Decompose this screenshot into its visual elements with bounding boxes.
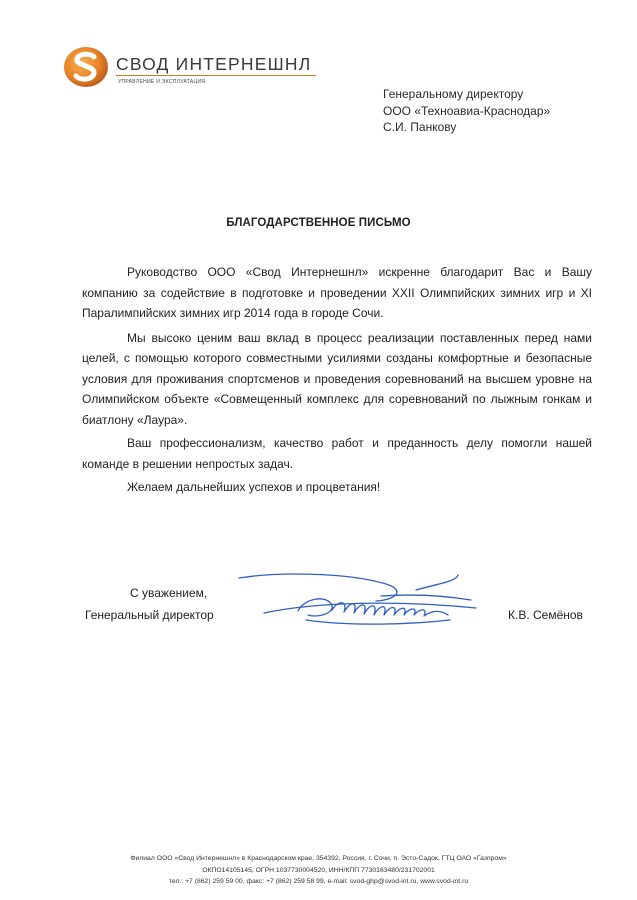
letter-footer (0, 853, 637, 888)
addressee-company: ООО «Техноавиа-Краснодар» (383, 103, 551, 118)
letter-body (82, 262, 592, 501)
logo-divider (116, 75, 316, 76)
body-paragraph: Ваш профессионализм, качество работ и преданность делу помогли нашей команде в решении непростых задач. (82, 436, 592, 471)
closing-line: С уважением, (130, 586, 208, 600)
company-tagline: УПРАВЛЕНИЕ И ЭКСПЛУАТАЦИЯ (118, 79, 206, 85)
addressee-block (383, 86, 550, 136)
letter-title: БЛАГОДАРСТВЕННОЕ ПИСЬМО (226, 217, 411, 229)
company-name: СВОД ИНТЕРНЕШНЛ (116, 54, 312, 74)
addressee-position: Генеральному директору (383, 87, 524, 101)
company-logo-icon (63, 46, 109, 88)
addressee-name: С.И. Панкову (383, 120, 457, 134)
footer-registration: ОКПО14105145, ОГРН 1037730004520, ИНН/КПП 7730163480/231702001 (202, 866, 435, 874)
signer-position: Генеральный директор (85, 608, 214, 622)
company-logo (63, 46, 323, 91)
body-paragraph: Желаем дальнейших успехов и процветания! (127, 480, 381, 494)
body-paragraph: Мы высоко ценим ваш вклад в процесс реализации поставленных перед нами целей, с помощью которого совместными усилиями созданы комфортные и безопасные условия для проживания спортсменов и проведения соревнований на высшем уровне на Олимпийском объекте «Совмещенный комплекс для соревнований по лыжным гонкам и биатлону «Лаура». (82, 330, 592, 427)
body-paragraph: Руководство ООО «Свод Интернешнл» искренне благодарит Вас и Вашу компанию за содействие в подготовке и проведении XXII Олимпийских зимних игр и XI Паралимпийских зимних игр 2014 года в городе Сочи. (82, 265, 592, 320)
signer-name: К.В. Семёнов (508, 608, 583, 622)
footer-address: Филиал ООО «Свод Интернешнл» в Краснодарском крае, 354392, Россия, г. Сочи, п. Эсто-Садок, ГТЦ ОАО «Газпром» (130, 855, 507, 862)
handwritten-signature (236, 570, 481, 630)
footer-contacts: тел.: +7 (862) 259 59 00, факс: +7 (862) 259 58 99, e-mail: svod-ghp@svod-int.ru, www.svod-int.ru (168, 878, 469, 885)
